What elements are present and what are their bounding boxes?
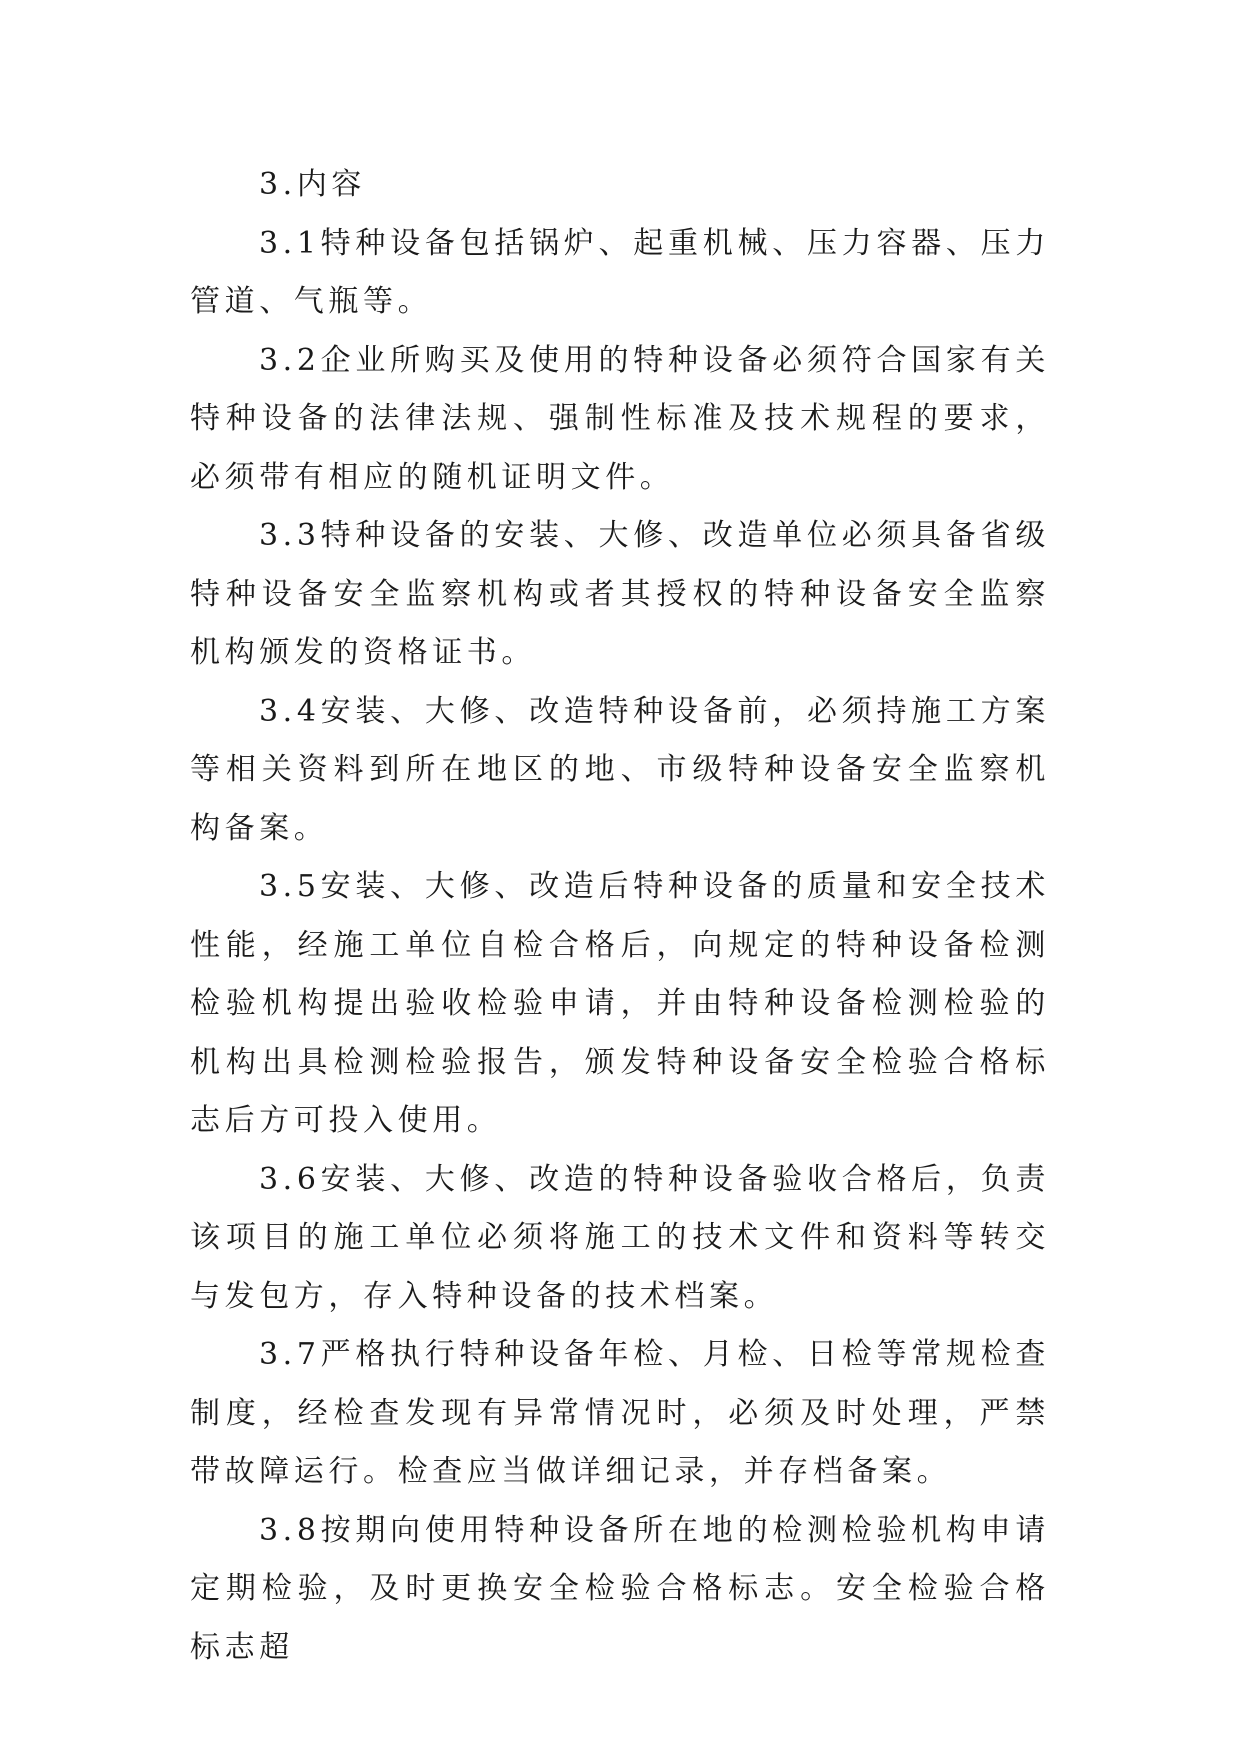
section-heading: 3.内容	[259, 167, 367, 202]
paragraph-3-3: 3.3特种设备的安装、大修、改造单位必须具备省级特种设备安全监察机构或者其授权的特种设备安全监察机构颁发的资格证书。	[190, 518, 1050, 670]
paragraph-3-4: 3.4安装、大修、改造特种设备前，必须持施工方案等相关资料到所在地区的地、市级特种设备安全监察机构备案。	[190, 693, 1050, 846]
paragraph-3-1: 3.1特种设备包括锅炉、起重机械、压力容器、压力管道、气瓶等。	[190, 225, 1050, 319]
paragraph-3-5: 3.5安装、大修、改造后特种设备的质量和安全技术性能，经施工单位自检合格后，向规定的特种设备检测检验机构提出验收检验申请，并由特种设备检测检验的机构出具检测检验报告，颁发特种设备安全检验合格标志后方可投入使用。	[190, 869, 1050, 1138]
body-text	[190, 156, 1050, 1677]
paragraph-3-2: 3.2企业所购买及使用的特种设备必须符合国家有关特种设备的法律法规、强制性标准及技术规程的要求，必须带有相应的随机证明文件。	[190, 342, 1050, 495]
paragraph-3-7: 3.7严格执行特种设备年检、月检、日检等常规检查制度，经检查发现有异常情况时，必须及时处理，严禁带故障运行。检查应当做详细记录，并存档备案。	[190, 1337, 1050, 1489]
paragraph-3-6: 3.6安装、大修、改造的特种设备验收合格后，负责该项目的施工单位必须将施工的技术文件和资料等转交与发包方，存入特种设备的技术档案。	[190, 1161, 1050, 1314]
paragraph-3-8: 3.8按期向使用特种设备所在地的检测检验机构申请定期检验，及时更换安全检验合格标志。安全检验合格标志超	[190, 1512, 1050, 1665]
